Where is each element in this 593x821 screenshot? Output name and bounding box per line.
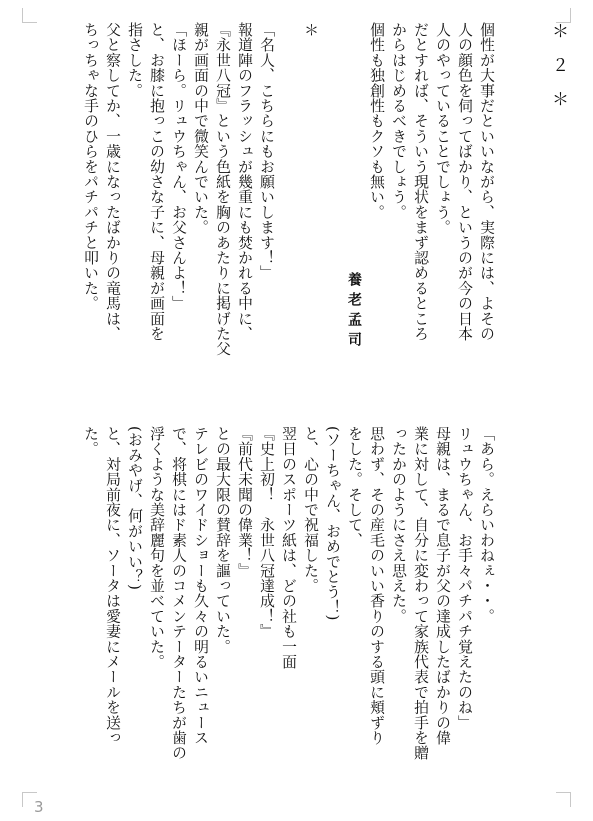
text-line: 『前代未聞の偉業！』 (236, 426, 253, 578)
text-line: 翌日のスポーツ紙は、どの社も一面 (280, 426, 297, 670)
text-line: 指さした。 (126, 22, 143, 98)
spacer (277, 22, 299, 384)
text-line: 浮くような美辞麗句を並べていた。 (148, 426, 165, 670)
text-line: をした。そして、 (346, 426, 363, 548)
text-line: 個性が大事だといいながら、実際には、よその (478, 22, 495, 342)
divider-mark: ＊ (302, 22, 319, 38)
section-heading (509, 22, 569, 384)
text-line: 「ほーら。リュウちゃん、お父さんよ！」 (170, 22, 187, 311)
spacer (321, 22, 343, 384)
text-line: 「あら。えらいわねぇ・・。 (478, 426, 495, 624)
text-line: (おみやげ、何がいい？) (126, 426, 143, 591)
text-line: 業に対して、自分に変わって家族代表で拍手を贈 (412, 426, 429, 761)
text-line: との最大限の賛辞を謳っていた。 (214, 426, 231, 654)
text-line: リュウちゃん、お手々パチパチ覚えたのね」 (456, 426, 473, 730)
text-line: 『永世八冠』という色紙を胸のあたりに掲げた父 (214, 22, 231, 357)
crop-mark-bottom-right (556, 792, 571, 807)
page-number: 3 (34, 798, 44, 816)
text-line: 人のやっていることでしょう。 (434, 22, 451, 235)
text-line: 人の顔色を伺ってばかり、というのが今の日本 (456, 22, 473, 342)
crop-mark-top-left (22, 8, 37, 23)
top-text-block (27, 22, 497, 384)
text-line: 思わず、その産毛のいい香りのする頭に頬ずり (368, 426, 385, 746)
text-line: ちっちゃな手のひらをパチパチと叩いた。 (82, 22, 99, 311)
author-name: 養老孟司 (346, 272, 362, 352)
text-line: 親が画面の中で微笑んでいた。 (192, 22, 209, 235)
text-line: と、お膝に抱っこの幼さな子に、母親が画面を (148, 22, 165, 342)
text-line: ったかのようにさえ思えた。 (390, 426, 407, 624)
text-line: 報道陣のフラッシュが幾重にも焚かれる中に、 (236, 22, 253, 342)
text-line: 個性も独創性もクソも無い。 (368, 22, 385, 220)
bottom-text-block (27, 426, 497, 806)
text-line: と、心の中で祝福した。 (302, 426, 319, 594)
text-line: 父と察してか、一歳になったばかりの竜馬は、 (104, 22, 121, 342)
text-line: 母親は、まるで息子が父の達成したばかりの偉 (434, 426, 451, 746)
text-line: からはじめるべきでしょう。 (390, 22, 407, 220)
text-line: と、対局前夜に、ソータは愛妻にメールを送っ (104, 426, 121, 746)
crop-mark-top-right (556, 8, 571, 23)
text-line: だとすれば、そういう現状をまず認めるところ (412, 22, 429, 342)
text-line: (ソーちゃん、おめでとう！) (324, 426, 341, 621)
text-line: 『史上初！ 永世八冠達成！』 (258, 426, 275, 639)
text-line: た。 (82, 426, 99, 457)
text-line: 「名人、こちらにもお願いします！」 (258, 22, 275, 281)
section-mark: ＊ ２ ＊ (548, 22, 568, 107)
text-line: テレビのワイドショーも久々の明るいニュース (192, 426, 209, 746)
text-line: で、将棋にはド素人のコメンテーターたちが歯の (170, 426, 187, 761)
